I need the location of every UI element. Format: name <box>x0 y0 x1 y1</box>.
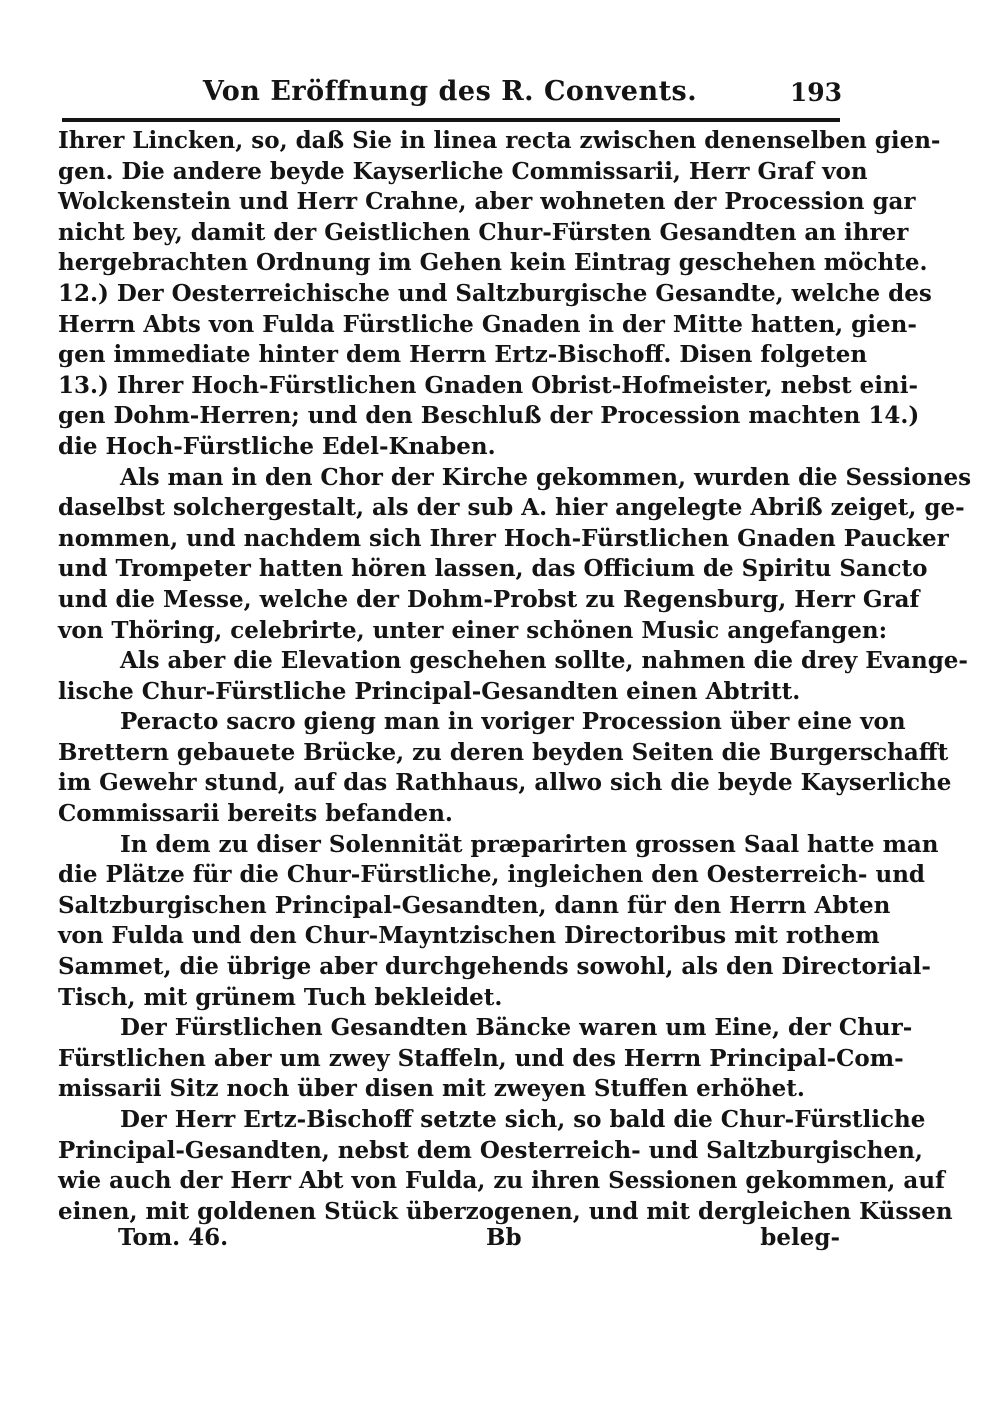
text-line: gen immediate hinter dem Herrn Ertz-Bischoff. Disen folgeten <box>58 341 868 369</box>
sheet-signature: Bb <box>486 1224 522 1251</box>
running-title: Von Eröffnung des R. Convents. <box>202 76 698 107</box>
text-line: Brettern gebauete Brücke, zu deren beyden Seiten die Burgerschafft <box>58 738 949 766</box>
text-line: einen, mit goldenen Stück überzogenen, und mit dergleichen Küssen <box>58 1197 953 1225</box>
text-line: und Trompeter hatten hören lassen, das Officium de Spiritu Sancto <box>58 555 928 583</box>
page-footer <box>118 1224 840 1260</box>
text-line: daselbst solchergestalt, als der sub A. hier angelegte Abriß zeiget, ge- <box>58 494 965 522</box>
volume-signature: Tom. 46. <box>118 1224 229 1251</box>
text-line: Principal-Gesandten, nebst dem Oesterreich- und Saltzburgischen, <box>58 1136 923 1164</box>
text-line: Peracto sacro gieng man in voriger Procession über eine von <box>120 708 906 736</box>
text-line: Sammet, die übrige aber durchgehends sowohl, als den Directorial- <box>58 953 931 981</box>
text-line: nommen, und nachdem sich Ihrer Hoch-Fürstlichen Gnaden Paucker <box>58 524 949 552</box>
text-line: Herrn Abts von Fulda Fürstliche Gnaden in der Mitte hatten, gien- <box>58 310 917 338</box>
text-line: In dem zu diser Solennität præparirten grossen Saal hatte man <box>120 830 939 858</box>
text-line: 12.) Der Oesterreichische und Saltzburgische Gesandte, welche des <box>58 279 932 307</box>
text-line: von Fulda und den Chur-Mayntzischen Directoribus mit rothem <box>58 922 880 950</box>
text-line: von Thöring, celebrirte, unter einer schönen Music angefangen: <box>58 616 888 644</box>
text-line: Tisch, mit grünem Tuch bekleidet. <box>58 983 503 1011</box>
page-header <box>60 76 840 116</box>
body-text <box>58 126 972 1227</box>
catchword: beleg- <box>760 1224 840 1251</box>
page-number: 193 <box>789 78 842 107</box>
text-line: Ihrer Lincken, so, daß Sie in linea recta zwischen denenselben gien- <box>58 127 941 154</box>
text-line: gen. Die andere beyde Kayserliche Commissarii, Herr Graf von <box>58 157 868 185</box>
text-line: im Gewehr stund, auf das Rathhaus, allwo sich die beyde Kayserliche <box>58 769 952 797</box>
text-line: Als man in den Chor der Kirche gekommen, wurden die Sessiones <box>120 463 972 491</box>
text-line: nicht bey, damit der Geistlichen Chur-Fürsten Gesandten an ihrer <box>58 218 909 246</box>
text-line: die Hoch-Fürstliche Edel-Knaben. <box>58 432 496 460</box>
text-line: hergebrachten Ordnung im Gehen kein Eintrag geschehen möchte. <box>58 249 928 277</box>
text-line: 13.) Ihrer Hoch-Fürstlichen Gnaden Obrist-Hofmeister, nebst eini- <box>58 371 919 399</box>
text-line: und die Messe, welche der Dohm-Probst zu Regensburg, Herr Graf <box>58 585 920 613</box>
text-line: Commissarii bereits befanden. <box>58 800 453 828</box>
text-line: Wolckenstein und Herr Crahne, aber wohneten der Procession gar <box>58 188 916 216</box>
text-line: Als aber die Elevation geschehen sollte, nahmen die drey Evange- <box>120 647 968 675</box>
text-line: Fürstlichen aber um zwey Staffeln, und des Herrn Principal-Com- <box>58 1044 904 1072</box>
text-line: Der Herr Ertz-Bischoff setzte sich, so bald die Chur-Fürstliche <box>120 1106 926 1133</box>
text-line: Der Fürstlichen Gesandten Bäncke waren um Eine, der Chur- <box>120 1014 913 1042</box>
text-line: lische Chur-Fürstliche Principal-Gesandten einen Abtritt. <box>58 677 801 705</box>
text-line: die Plätze für die Chur-Fürstliche, ingleichen den Oesterreich- und <box>58 861 925 889</box>
text-line: missarii Sitz noch über disen mit zweyen Stuffen erhöhet. <box>58 1075 805 1103</box>
text-line: Saltzburgischen Principal-Gesandten, dann für den Herrn Abten <box>58 891 891 919</box>
text-line: wie auch der Herr Abt von Fulda, zu ihren Sessionen gekommen, auf <box>58 1167 945 1195</box>
header-rule <box>62 118 840 122</box>
text-line: gen Dohm-Herren; und den Beschluß der Procession machten 14.) <box>58 402 920 430</box>
